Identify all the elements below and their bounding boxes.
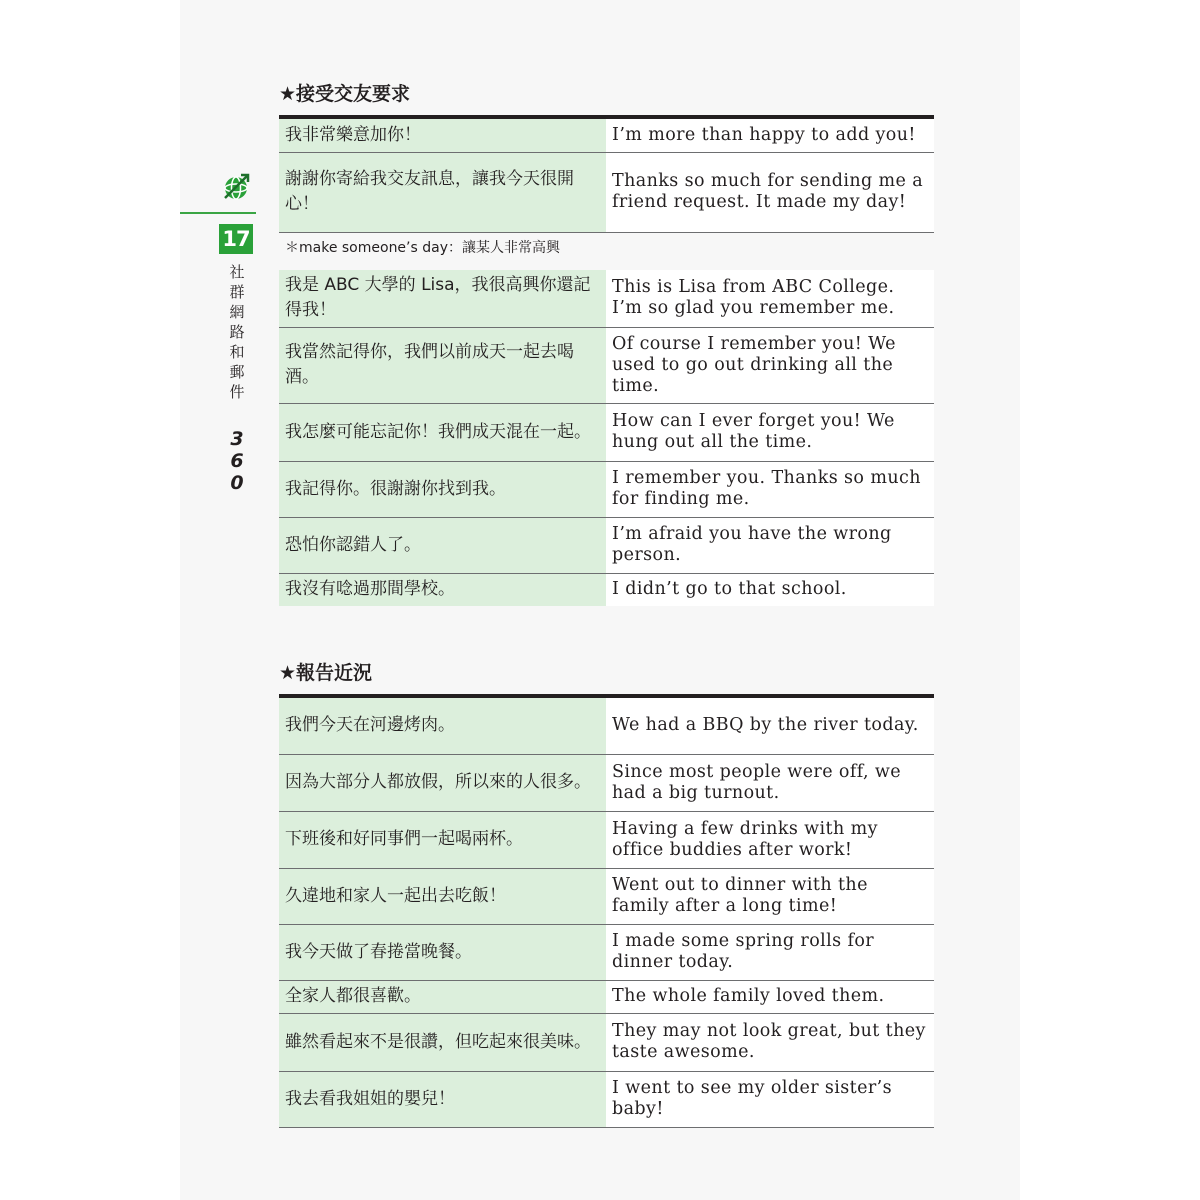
table-row <box>279 573 934 606</box>
english-phrase: I made some spring rolls for dinner today. <box>606 924 934 980</box>
table-row <box>279 270 934 327</box>
table-row <box>279 461 934 517</box>
english-phrase: I didn’t go to that school. <box>606 573 934 606</box>
chinese-phrase: 我們今天在河邊烤肉。 <box>279 698 606 754</box>
chinese-phrase: 我今天做了春捲當晚餐。 <box>279 924 606 980</box>
table-row <box>279 152 934 232</box>
page-number: 360 <box>230 428 244 494</box>
english-phrase: I’m afraid you have the wrong person. <box>606 517 934 573</box>
section-title-accept-friend: ★接受交友要求 <box>279 83 411 105</box>
chinese-phrase: 我去看我姐姐的嬰兒！ <box>279 1071 606 1127</box>
english-phrase: I remember you. Thanks so much for finding me. <box>606 461 934 517</box>
chinese-phrase: 我非常樂意加你！ <box>279 119 606 152</box>
english-phrase: Went out to dinner with the family after a long time! <box>606 868 934 924</box>
table-row <box>279 924 934 980</box>
table-row <box>279 698 934 754</box>
chinese-phrase: 恐怕你認錯人了。 <box>279 517 606 573</box>
section-title-life-update: ★報告近況 <box>279 662 373 684</box>
vocab-note: ＊make someone’s day：讓某人非常高興 <box>285 239 560 256</box>
globe-arrow-icon <box>221 172 251 202</box>
table-row <box>279 1013 934 1071</box>
sidebar-rule <box>180 212 256 214</box>
table-row <box>279 327 934 403</box>
phrase-table-life-update <box>279 698 934 1128</box>
phrase-table-accept-friend <box>279 119 934 606</box>
chinese-phrase: 謝謝你寄給我交友訊息，讓我今天很開心！ <box>279 152 606 232</box>
table-row-note <box>279 232 934 270</box>
table-row <box>279 754 934 811</box>
chinese-phrase: 我怎麼可能忘記你！我們成天混在一起。 <box>279 403 606 461</box>
chinese-phrase: 我沒有唸過那間學校。 <box>279 573 606 606</box>
chinese-phrase: 全家人都很喜歡。 <box>279 980 606 1013</box>
table-row <box>279 119 934 152</box>
english-phrase: Since most people were off, we had a big turnout. <box>606 754 934 811</box>
chinese-phrase: 我是 ABC 大學的 Lisa，我很高興你還記得我！ <box>279 270 606 327</box>
chinese-phrase: 我記得你。很謝謝你找到我。 <box>279 461 606 517</box>
chinese-phrase: 久違地和家人一起出去吃飯！ <box>279 868 606 924</box>
english-phrase: They may not look great, but they taste awesome. <box>606 1013 934 1071</box>
english-phrase: Of course I remember you! We used to go out drinking all the time. <box>606 327 934 403</box>
table-row <box>279 1071 934 1127</box>
chapter-title: 社群網路和郵件 <box>229 263 245 401</box>
table-row <box>279 403 934 461</box>
chinese-phrase: 雖然看起來不是很讚，但吃起來很美味。 <box>279 1013 606 1071</box>
english-phrase: I went to see my older sister’s baby! <box>606 1071 934 1127</box>
chinese-phrase: 下班後和好同事們一起喝兩杯。 <box>279 811 606 868</box>
english-phrase: The whole family loved them. <box>606 980 934 1013</box>
english-phrase: This is Lisa from ABC College. I’m so glad you remember me. <box>606 270 934 327</box>
table-row <box>279 980 934 1013</box>
english-phrase: We had a BBQ by the river today. <box>606 698 934 754</box>
table-row <box>279 868 934 924</box>
english-phrase: Thanks so much for sending me a friend request. It made my day! <box>606 152 934 232</box>
chinese-phrase: 我當然記得你，我們以前成天一起去喝酒。 <box>279 327 606 403</box>
english-phrase: How can I ever forget you! We hung out all the time. <box>606 403 934 461</box>
english-phrase: I’m more than happy to add you! <box>606 119 934 152</box>
chapter-number-badge: 17 <box>219 224 253 254</box>
table-row <box>279 517 934 573</box>
english-phrase: Having a few drinks with my office buddies after work! <box>606 811 934 868</box>
table-row <box>279 811 934 868</box>
chinese-phrase: 因為大部分人都放假，所以來的人很多。 <box>279 754 606 811</box>
